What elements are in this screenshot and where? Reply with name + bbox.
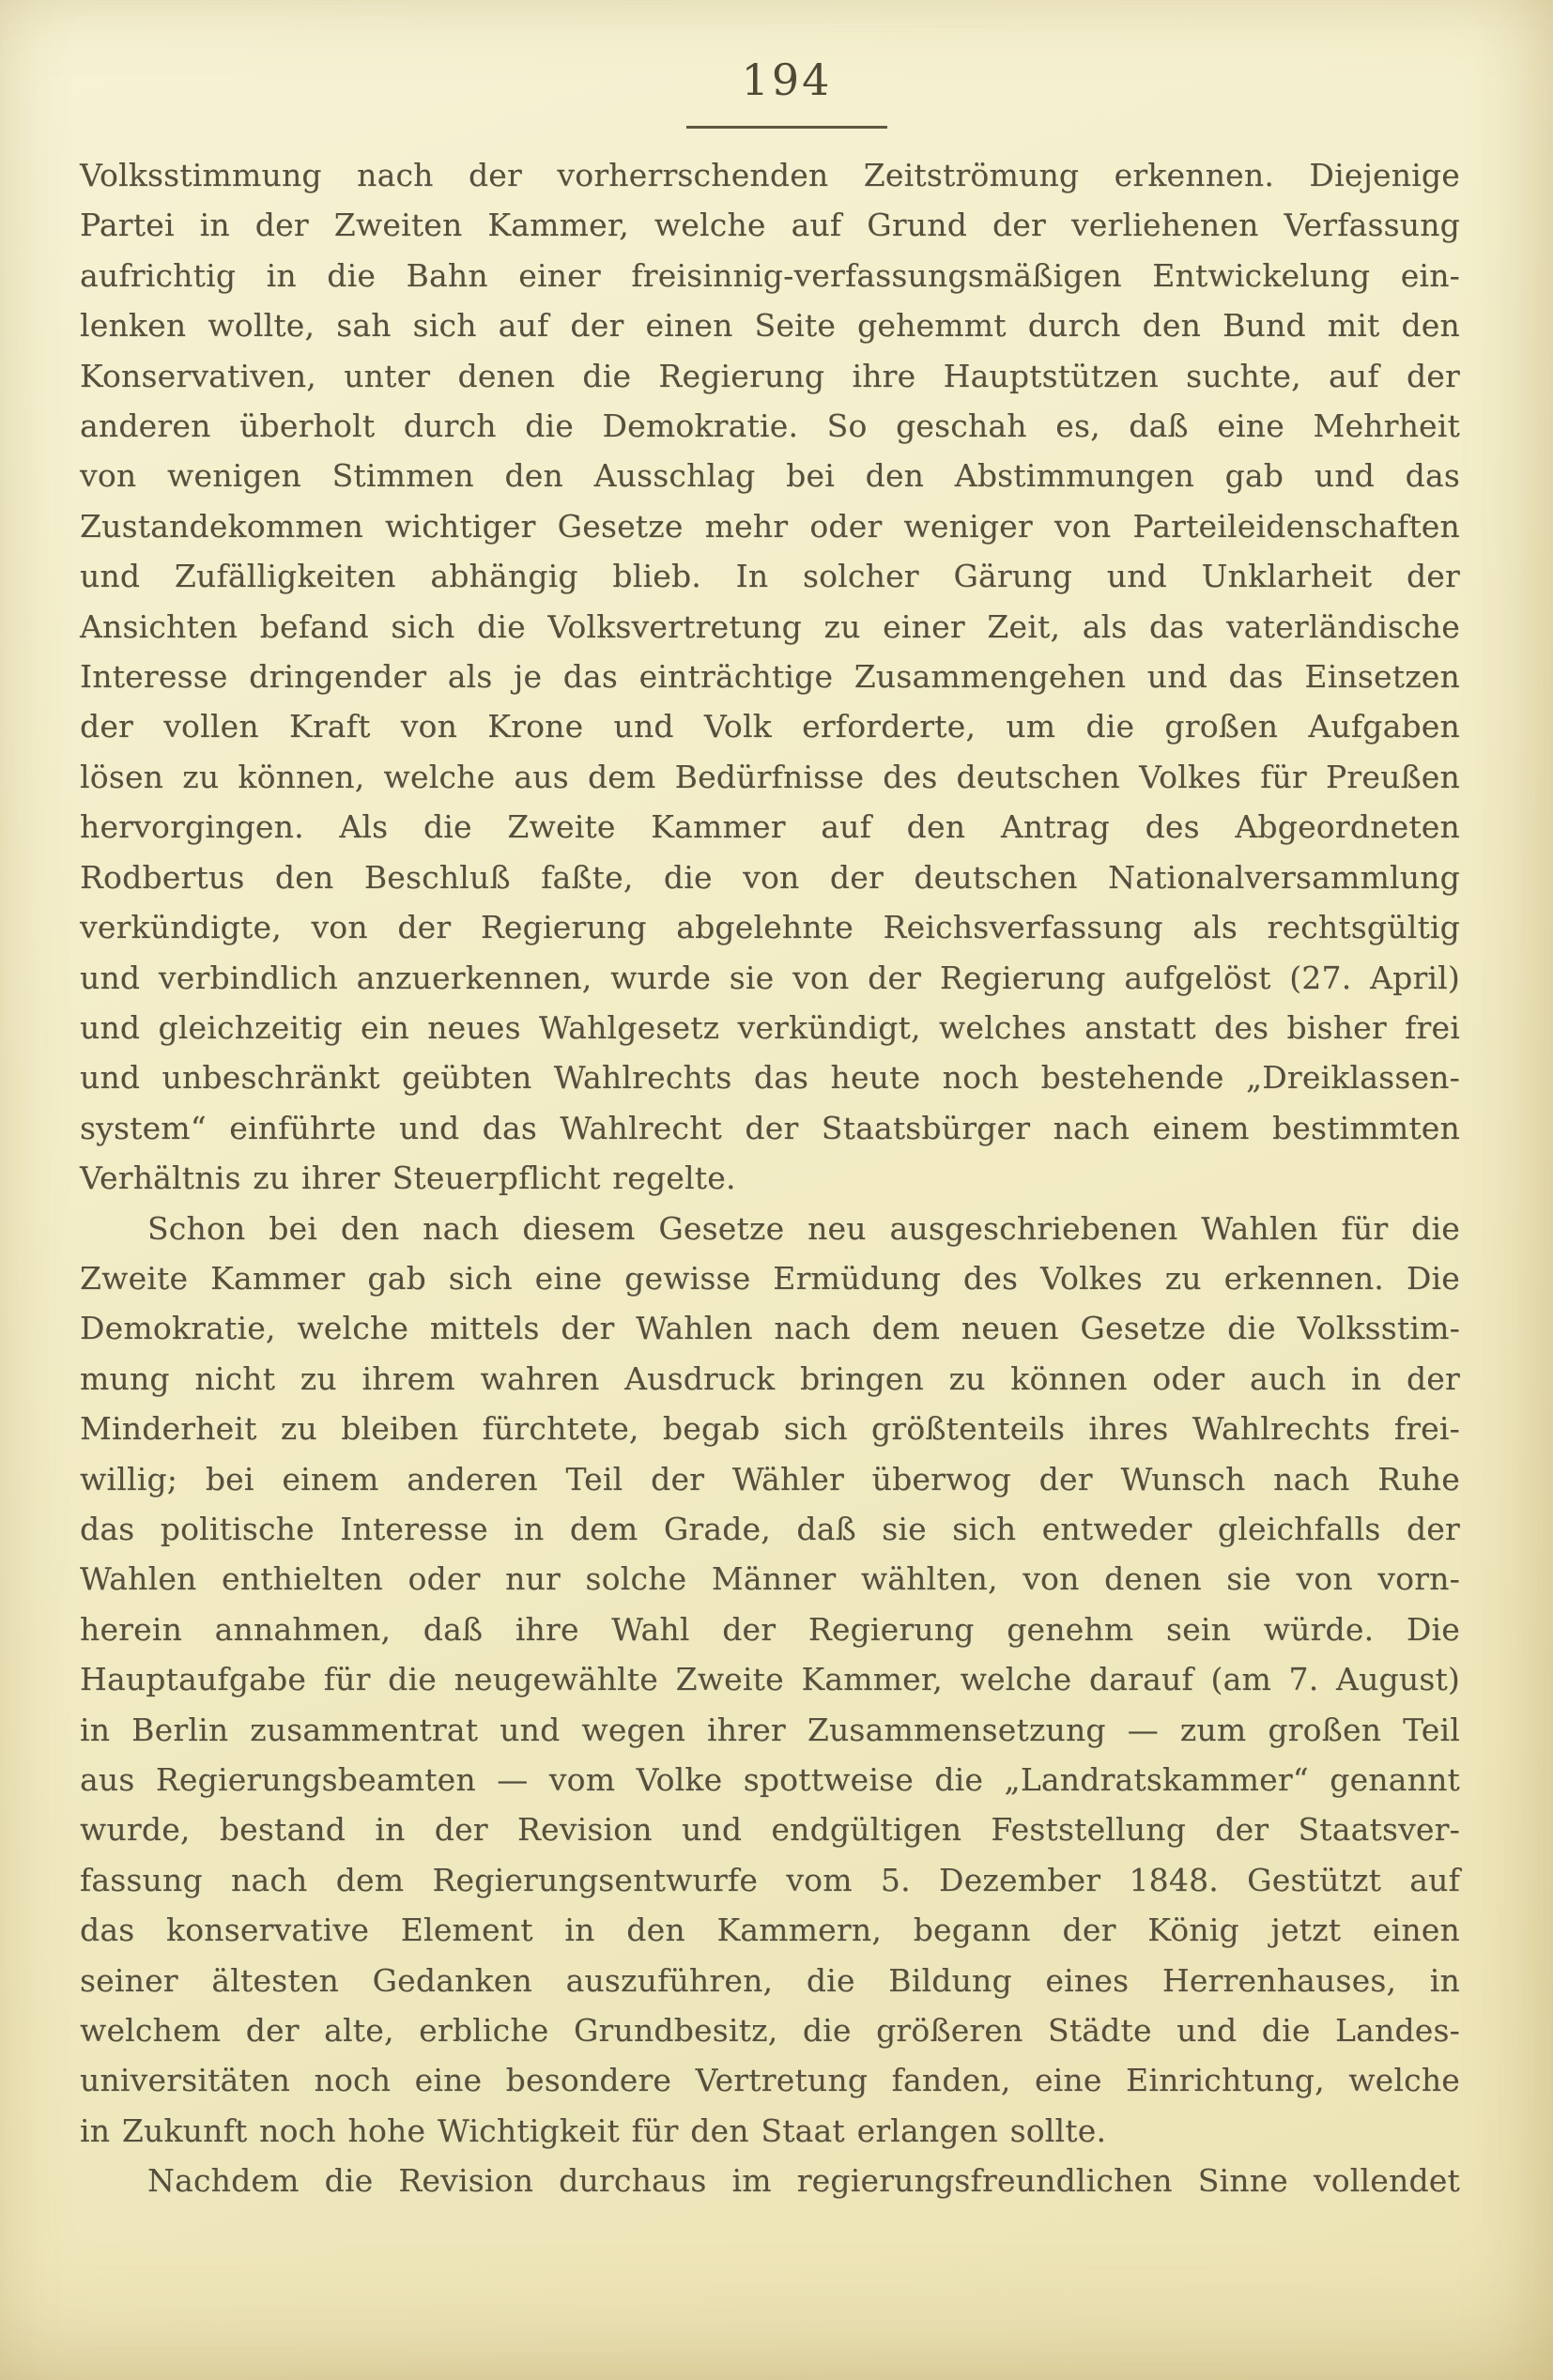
text-line: Minderheit zu bleiben fürchtete, begab sich größtenteils ihres Wahlrechts frei- [80, 1410, 1460, 1448]
text-line: und Zufälligkeiten abhängig blieb. In solcher Gärung und Unklarheit der [80, 558, 1460, 595]
text-line: anderen überholt durch die Demokratie. So geschah es, daß eine Mehrheit [80, 407, 1460, 445]
text-line: wurde, bestand in der Revision und endgültigen Feststellung der Staatsver- [80, 1811, 1460, 1849]
text-line: und gleichzeitig ein neues Wahlgesetz verkündigt, welches anstatt des bisher frei [80, 1008, 1460, 1046]
text-line: Demokratie, welche mittels der Wahlen nach dem neuen Gesetze die Volksstim- [80, 1310, 1460, 1347]
text-line: Partei in der Zweiten Kammer, welche auf Grund der verliehenen Verfassung [80, 207, 1460, 244]
text-line-paragraph-start: Schon bei den nach diesem Gesetze neu ausgeschriebenen Wahlen für die [147, 1209, 1460, 1247]
text-line: aufrichtig in die Bahn einer freisinnig-verfassungsmäßigen Entwickelung ein- [80, 256, 1460, 294]
text-line: seiner ältesten Gedanken auszuführen, die Bildung eines Herrenhauses, in [80, 1961, 1460, 1999]
text-line: hervorgingen. Als die Zweite Kammer auf den Antrag des Abgeordneten [80, 808, 1460, 846]
text-line: Volksstimmung nach der vorherrschenden Zeitströmung erkennen. Diejenige [80, 157, 1460, 193]
text-line: willig; bei einem anderen Teil der Wähler überwog der Wunsch nach Ruhe [80, 1460, 1460, 1497]
text-line: aus Regierungsbeamten — vom Volke spottweise die „Landratskammer“ genannt [80, 1761, 1460, 1798]
text-line: welchem der alte, erbliche Grundbesitz, die größeren Städte und die Landes- [80, 2012, 1460, 2050]
text-line-paragraph-end: Verhältnis zu ihrer Steuerpflicht regelte. [80, 1159, 736, 1197]
text-line: und unbeschränkt geübten Wahlrechts das heute noch bestehende „Dreiklassen- [80, 1059, 1460, 1097]
text-line: verkündigte, von der Regierung abgelehnte Reichsverfassung als rechtsgültig [80, 909, 1460, 946]
text-line: Ansichten befand sich die Volksvertretung zu einer Zeit, als das vaterländische [80, 607, 1460, 645]
text-line: herein annahmen, daß ihre Wahl der Regierung genehm sein würde. Die [80, 1610, 1460, 1648]
text-line: mung nicht zu ihrem wahren Ausdruck bringen zu können oder auch in der [80, 1359, 1460, 1397]
text-line: Interesse dringender als je das einträchtige Zusammengehen und das Einsetzen [80, 658, 1460, 696]
text-line: Rodbertus den Beschluß faßte, die von der deutschen Nationalversammlung [80, 858, 1460, 896]
text-line: Konservativen, unter denen die Regierung ihre Hauptstützen suchte, auf der [80, 357, 1460, 394]
text-line: in Berlin zusammentrat und wegen ihrer Zusammensetzung — zum großen Teil [80, 1711, 1460, 1748]
text-line-paragraph-end: in Zukunft noch hohe Wichtigkeit für den Staat erlangen sollte. [80, 2111, 1107, 2149]
text-line: das konservative Element in den Kammern, begann der König jetzt einen [80, 1912, 1460, 1949]
text-line-paragraph-start: Nachdem die Revision durchaus im regierungsfreundlichen Sinne vollendet [147, 2162, 1460, 2200]
page-number-rule [686, 126, 887, 129]
text-line: und verbindlich anzuerkennen, wurde sie von der Regierung aufgelöst (27. April) [80, 959, 1460, 996]
text-line: fassung nach dem Regierungsentwurfe vom 5. Dezember 1848. Gestützt auf [80, 1861, 1460, 1898]
text-line: Wahlen enthielten oder nur solche Männer wählten, von denen sie von vorn- [80, 1560, 1460, 1598]
text-line: Zweite Kammer gab sich eine gewisse Ermüdung des Volkes zu erkennen. Die [80, 1259, 1460, 1297]
text-line: Hauptaufgabe für die neugewählte Zweite Kammer, welche darauf (am 7. August) [80, 1661, 1460, 1698]
text-line: system“ einführte und das Wahlrecht der Staatsbürger nach einem bestimmten [80, 1109, 1460, 1146]
text-line: Zustandekommen wichtiger Gesetze mehr oder weniger von Parteileidenschaften [80, 507, 1460, 545]
page-header [0, 54, 1553, 129]
page-number: 194 [741, 54, 833, 105]
text-line: universitäten noch eine besondere Vertretung fanden, eine Einrichtung, welche [80, 2062, 1460, 2099]
text-line: von wenigen Stimmen den Ausschlag bei den Abstimmungen gab und das [80, 457, 1460, 495]
body-text [80, 150, 1460, 2206]
text-line: lösen zu können, welche aus dem Bedürfnisse des deutschen Volkes für Preußen [80, 758, 1460, 795]
text-line: das politische Interesse in dem Grade, daß sie sich entweder gleichfalls der [80, 1510, 1460, 1547]
text-line: lenken wollte, sah sich auf der einen Seite gehemmt durch den Bund mit den [80, 307, 1460, 345]
text-line: der vollen Kraft von Krone und Volk erforderte, um die großen Aufgaben [80, 708, 1460, 745]
